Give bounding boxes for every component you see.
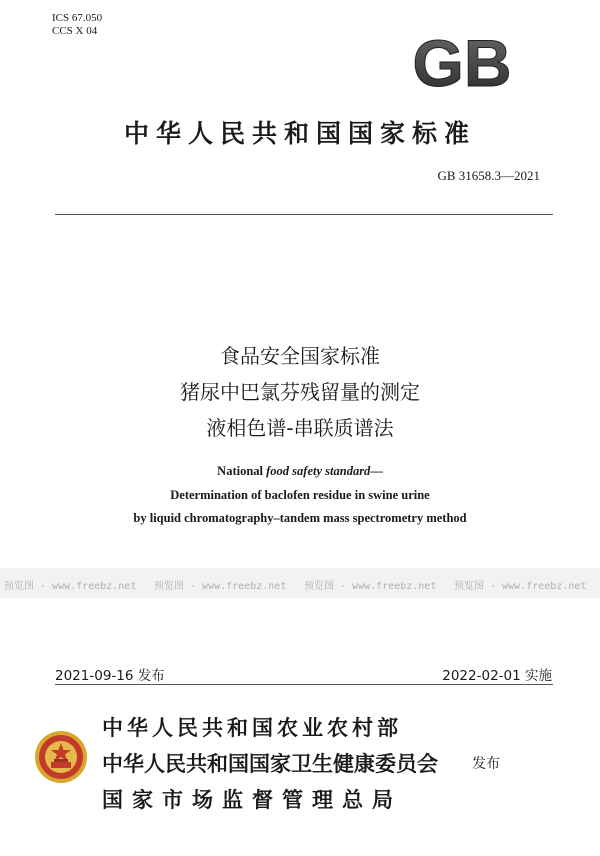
ccs-code: CCS X 04 (52, 25, 98, 37)
en-title-part-1: National (217, 464, 267, 478)
watermark-text: 预览图 - www.freebz.net (154, 581, 287, 592)
gb-logo (400, 30, 524, 92)
issuer-nhc: 中华人民共和国国家卫生健康委员会 (102, 751, 438, 776)
top-divider (55, 214, 553, 215)
issued-label: 发布 (472, 756, 500, 772)
watermark-text: 预览图 - www.freebz.net (4, 581, 137, 592)
issuer-samr: 国家市场监督管理总局 (102, 787, 402, 812)
watermark-band (0, 568, 600, 598)
en-title-part-2: — (370, 464, 383, 478)
standard-number: GB 31658.3—2021 (437, 168, 540, 183)
en-title-italic: food safety standard (266, 464, 371, 478)
classification-codes (52, 12, 102, 38)
cn-title-line-3: 液相色谱-串联质谱法 (206, 416, 394, 440)
issuer-moa: 中华人民共和国农业农村部 (102, 715, 402, 740)
implementation-date: 2022-02-01 实施 (442, 668, 552, 684)
watermark-text: 预览图 - www.freebz.net (454, 581, 587, 592)
watermark-text: 预览图 - www.freebz.net (304, 581, 437, 592)
bottom-divider (55, 684, 553, 685)
issue-date: 2021-09-16 发布 (55, 668, 165, 684)
cn-title-line-1: 食品安全国家标准 (220, 344, 380, 368)
standard-type: 中华人民共和国国家标准 (123, 119, 476, 148)
en-title-line-2: Determination of baclofen residue in swine urine (170, 488, 430, 502)
en-title-line-3: by liquid chromatography–tandem mass spectrometry method (133, 511, 467, 525)
ics-code: ICS 67.050 (52, 12, 103, 24)
national-emblem-icon (34, 730, 88, 784)
cn-title-line-2: 猪尿中巴氯芬残留量的测定 (180, 380, 420, 404)
en-title-line-1 (0, 464, 600, 479)
gb-logo-text: GB (412, 30, 512, 92)
